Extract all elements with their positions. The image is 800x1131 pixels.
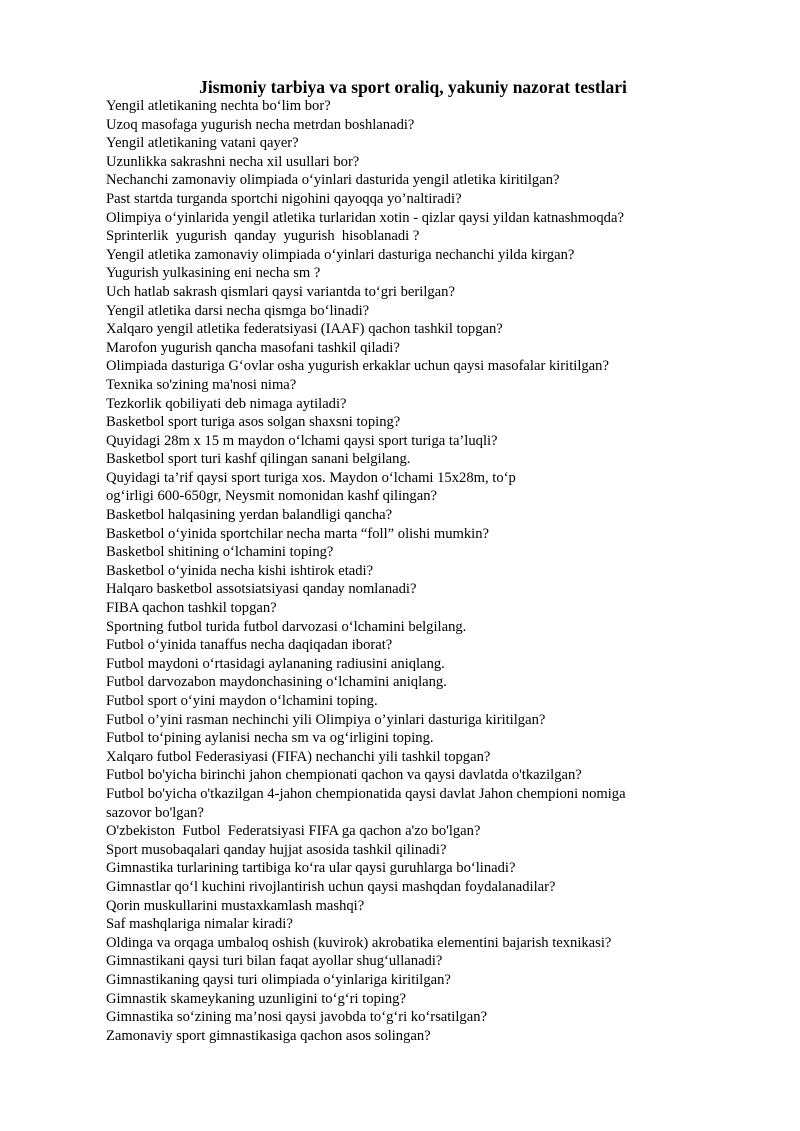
question-line: Nechanchi zamonaviy olimpiada o‘yinlari dasturida yengil atletika kiritilgan? — [106, 172, 560, 189]
question-line: Qorin muskullarini mustaxkamlash mashqi? — [106, 897, 365, 914]
question-line: Basketbol o‘yinida sportchilar necha marta “foll” olishi mumkin? — [106, 525, 489, 542]
question-line: Tezkorlik qobiliyati deb nimaga aytiladi? — [106, 395, 347, 412]
question-line: Gimnastikani qaysi turi bilan faqat ayollar shug‘ullanadi? — [106, 953, 443, 970]
question-line: Basketbol halqasining yerdan balandligi qancha? — [106, 507, 393, 524]
question-line: Uch hatlab sakrash qismlari qaysi variantda to‘gri berilgan? — [106, 283, 455, 300]
question-line: Futbol bo'yicha o'tkazilgan 4-jahon chempionatida qaysi davlat Jahon chempioni nomiga — [106, 785, 626, 802]
question-line: Futbol darvozabon maydonchasining o‘lchamini aniqlang. — [106, 674, 447, 691]
question-line: Futbol o‘yinida tanaffus necha daqiqadan iborat? — [106, 637, 393, 654]
question-line: Yengil atletikaning nechta bo‘lim bor? — [106, 98, 331, 114]
question-line: Zamonaviy sport gimnastikasiga qachon asos solingan? — [106, 1027, 431, 1044]
question-line: Xalqaro yengil atletika federatsiyasi (IAAF) qachon tashkil topgan? — [106, 321, 503, 338]
question-line: Futbol sport o‘yini maydon o‘lchamini toping. — [106, 693, 378, 709]
question-line: Gimnastlar qo‘l kuchini rivojlantirish uchun qaysi mashqdan foydalanadilar? — [106, 878, 556, 895]
question-line: Basketbol shitining o‘lchamini toping? — [106, 544, 334, 561]
question-list — [106, 97, 796, 1045]
question-line: Uzoq masofaga yugurish necha metrdan boshlanadi? — [106, 116, 415, 133]
question-line: Quyidagi ta’rif qaysi sport turiga xos. Maydon o‘lchami 15x28m, to‘p — [106, 469, 516, 486]
question-line: Gimnastika turlarining tartibiga ko‘ra ular qaysi guruhlarga bo‘linadi? — [106, 860, 516, 877]
question-line: Yugurish yulkasining eni necha sm ? — [106, 265, 321, 282]
question-line: Basketbol o‘yinida necha kishi ishtirok etadi? — [106, 562, 374, 579]
question-line: og‘irligi 600-650gr, Neysmit nomonidan kashf qilingan? — [106, 488, 437, 505]
question-line: Texnika so'zining ma'nosi nima? — [106, 376, 297, 393]
question-line: Oldinga va orqaga umbaloq oshish (kuvirok) akrobatika elementini bajarish texnikasi? — [106, 934, 612, 951]
question-line: Yengil atletika darsi necha qismga bo‘linadi? — [106, 302, 370, 319]
question-line: Olimpiya o‘yinlarida yengil atletika turlaridan xotin - qizlar qaysi yildan katnashmoqda? — [106, 209, 624, 226]
question-line: Sprinterlik yugurish qanday yugurish hisoblanadi ? — [106, 228, 420, 245]
question-line: Yengil atletika zamonaviy olimpiada o‘yinlari dasturiga nechanchi yilda kirgan? — [106, 246, 575, 263]
question-line: Basketbol sport turiga asos solgan shaxsni toping? — [106, 414, 401, 431]
question-line: sazovor bo'lgan? — [106, 804, 204, 821]
question-line: Futbol bo'yicha birinchi jahon chempionati qachon va qaysi davlatda o'tkazilgan? — [106, 767, 582, 784]
question-line: Futbol maydoni o‘rtasidagi aylananing radiusini aniqlang. — [106, 655, 445, 672]
question-line: Yengil atletikaning vatani qayer? — [106, 135, 299, 152]
question-line: Gimnastik skameykaning uzunligini to‘g‘ri toping? — [106, 990, 406, 1007]
question-line: Sport musobaqalari qanday hujjat asosida tashkil qilinadi? — [106, 841, 447, 858]
question-line: Gimnastika so‘zining ma’nosi qaysi javobda to‘g‘ri ko‘rsatilgan? — [106, 1009, 487, 1026]
document-title: Jismoniy tarbiya va sport oraliq, yakuniy nazorat testlari — [199, 77, 627, 97]
question-line: Marofon yugurish qancha masofani tashkil qiladi? — [106, 339, 400, 356]
question-line: FIBA qachon tashkil topgan? — [106, 600, 277, 617]
question-line: Quyidagi 28m x 15 m maydon o‘lchami qaysi sport turiga ta’luqli? — [106, 432, 498, 449]
question-line: O'zbekiston Futbol Federatsiyasi FIFA ga qachon a'zo bo'lgan? — [106, 823, 481, 840]
question-line: Basketbol sport turi kashf qilingan sanani belgilang. — [106, 451, 411, 468]
question-line: Saf mashqlariga nimalar kiradi? — [106, 916, 293, 933]
question-line: Xalqaro futbol Federasiyasi (FIFA) nechanchi yili tashkil topgan? — [106, 748, 491, 765]
question-line: Futbol o’yini rasman nechinchi yili Olimpiya o’yinlari dasturiga kiritilgan? — [106, 711, 546, 728]
question-line: Olimpiada dasturiga G‘ovlar osha yugurish erkaklar uchun qaysi masofalar kiritilgan? — [106, 358, 609, 375]
question-line: Past startda turganda sportchi nigohini qayoqqa yo’naltiradi? — [106, 190, 462, 207]
question-line: Futbol to‘pining aylanisi necha sm va og‘irligini toping. — [106, 730, 434, 747]
question-line: Halqaro basketbol assotsiatsiyasi qanday nomlanadi? — [106, 581, 417, 598]
question-line: Sportning futbol turida futbol darvozasi o‘lchamini belgilang. — [106, 618, 467, 635]
question-line: Uzunlikka sakrashni necha xil usullari bor? — [106, 153, 360, 170]
question-line: Gimnastikaning qaysi turi olimpiada o‘yinlariga kiritilgan? — [106, 971, 451, 988]
